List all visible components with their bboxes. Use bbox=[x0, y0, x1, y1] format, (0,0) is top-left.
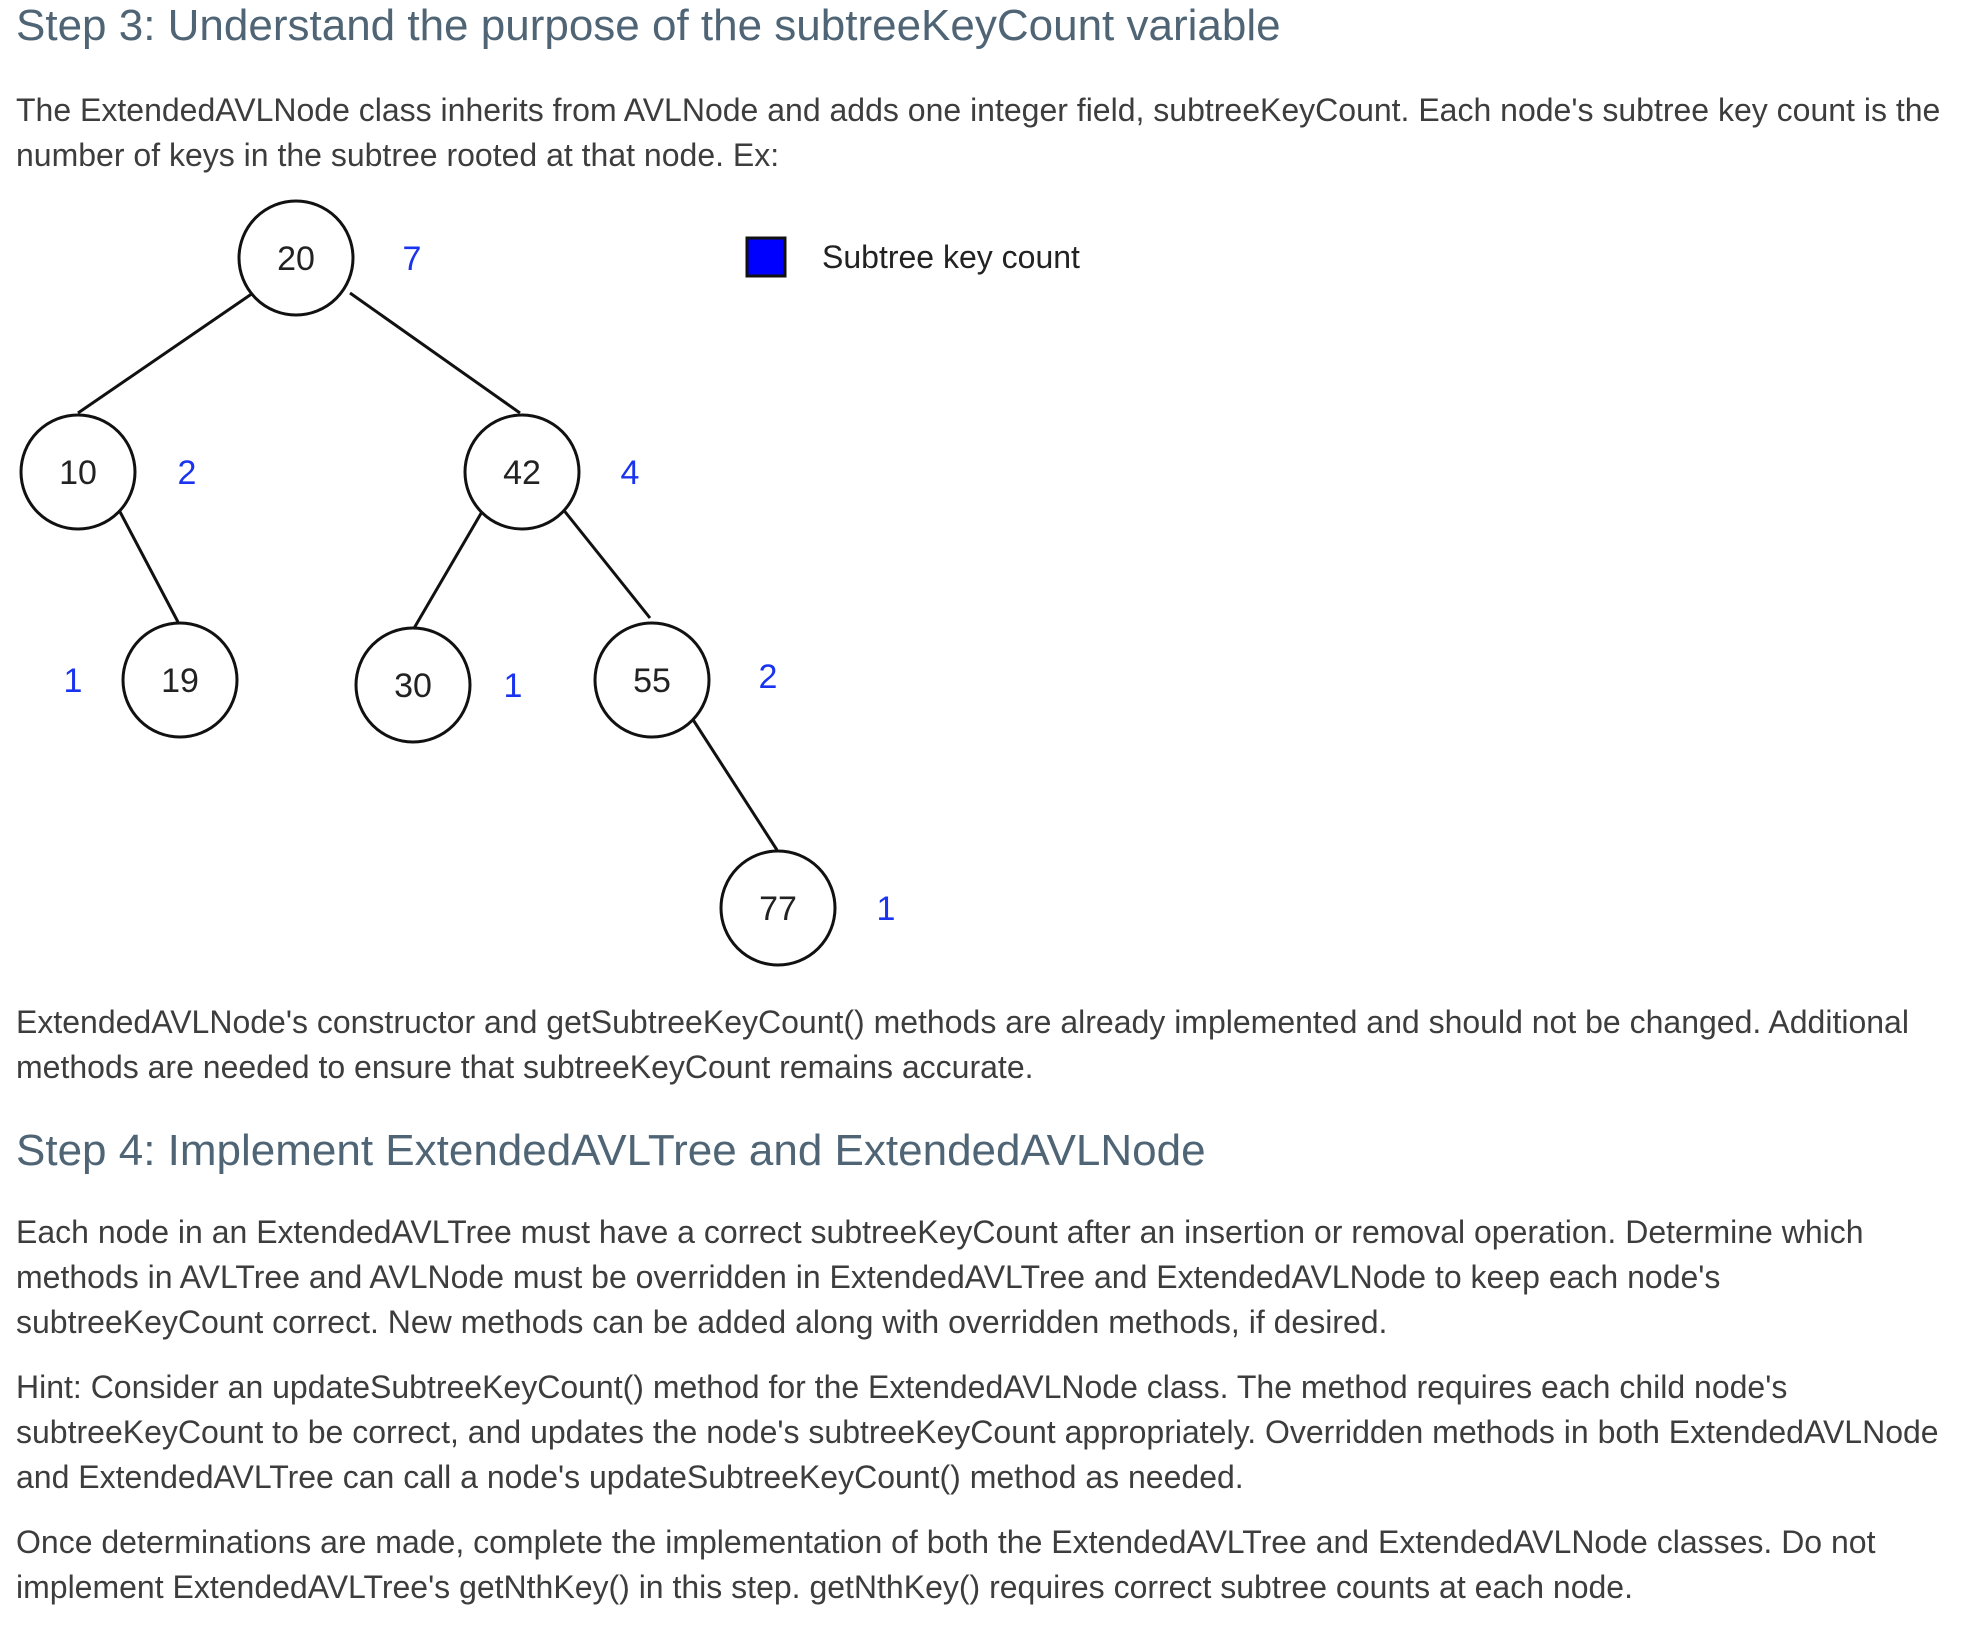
avl-tree-diagram bbox=[0, 190, 1120, 980]
edge-20-10 bbox=[78, 293, 253, 413]
edge-42-30 bbox=[413, 510, 483, 630]
step4-completion-paragraph: Once determinations are made, complete the implementation of both the ExtendedAVLTree and ExtendedAVLNode classes. Do not implement ExtendedAVLTree's getNthKey() in this step. getNthKey() requires correct subtree counts at each node. bbox=[16, 1524, 1876, 1605]
tree-node bbox=[356, 628, 522, 742]
node-key: 20 bbox=[277, 240, 315, 278]
step4-hint-paragraph: Hint: Consider an updateSubtreeKeyCount() method for the ExtendedAVLNode class. The method requires each child node's subtreeKeyCount to be correct, and updates the node's subtreeKeyCount appropriately. Overridden methods in both ExtendedAVLNode and ExtendedAVLTree can call a node's updateSubtreeKeyCount() method as needed. bbox=[16, 1369, 1939, 1495]
subtree-count-label: 1 bbox=[876, 890, 896, 928]
step3-heading: Step 3: Understand the purpose of the subtreeKeyCount variable bbox=[16, 1, 1281, 50]
subtree-count-label: 2 bbox=[177, 454, 197, 492]
edge-20-42 bbox=[350, 293, 520, 413]
subtree-count-label: 7 bbox=[402, 240, 422, 278]
legend-swatch bbox=[747, 238, 785, 276]
tree-node bbox=[21, 415, 196, 529]
step4-heading: Step 4: Implement ExtendedAVLTree and ExtendedAVLNode bbox=[16, 1126, 1206, 1175]
subtree-count-label: 1 bbox=[63, 662, 83, 700]
subtree-count-label: 1 bbox=[503, 667, 523, 705]
node-key: 42 bbox=[503, 454, 541, 492]
edge-55-77 bbox=[690, 715, 777, 850]
node-key: 10 bbox=[59, 454, 97, 492]
node-key: 77 bbox=[759, 890, 797, 928]
node-key: 55 bbox=[633, 662, 671, 700]
edge-10-19 bbox=[118, 508, 178, 622]
step4-requirements-paragraph: Each node in an ExtendedAVLTree must have a correct subtreeKeyCount after an insertion or removal operation. Determine which methods in AVLTree and AVLNode must be overridden in ExtendedAVLTree and ExtendedAVLNode to keep each node's subtreeKeyCount correct. New methods can be added along with overridden methods, if desired. bbox=[16, 1214, 1864, 1340]
step3-intro-paragraph: The ExtendedAVLNode class inherits from AVLNode and adds one integer field, subtreeKeyCount. Each node's subtree key count is the number of keys in the subtree rooted at that node. Ex: bbox=[16, 92, 1941, 173]
node-key: 19 bbox=[161, 662, 199, 700]
tree-node bbox=[239, 201, 421, 315]
tree-node bbox=[465, 415, 639, 529]
legend-label: Subtree key count bbox=[822, 239, 1080, 275]
tree-node bbox=[595, 623, 777, 737]
node-key: 30 bbox=[394, 667, 432, 705]
edge-42-55 bbox=[562, 508, 650, 618]
subtree-count-label: 4 bbox=[620, 454, 640, 492]
tree-node bbox=[721, 851, 895, 965]
step3-after-paragraph: ExtendedAVLNode's constructor and getSubtreeKeyCount() methods are already implemented and should not be changed. Additional methods are needed to ensure that subtreeKeyCount remains accurate. bbox=[16, 1004, 1909, 1085]
tree-node bbox=[64, 623, 237, 737]
subtree-count-label: 2 bbox=[758, 658, 778, 696]
